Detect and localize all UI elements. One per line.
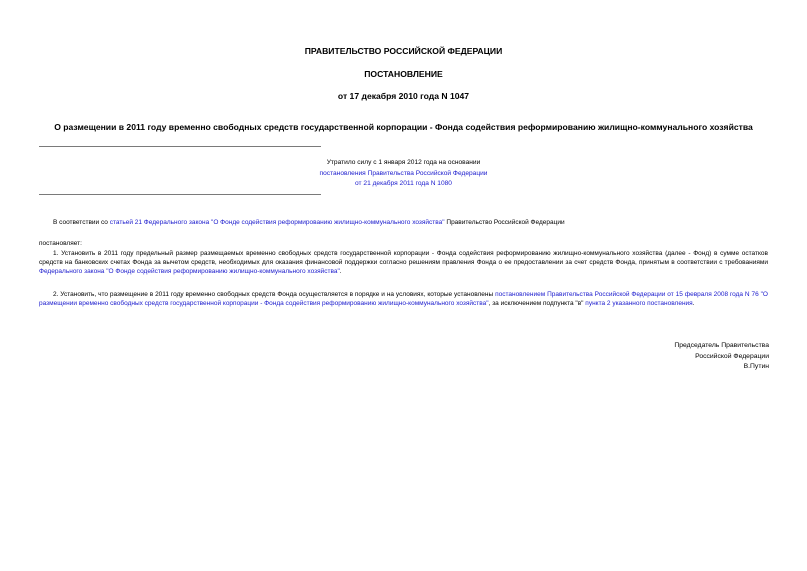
preamble-text-start: В соответствии со [53, 219, 110, 226]
paragraph-2-link[interactable]: пункта 2 указанного постановления [585, 300, 693, 308]
document-title: О размещении в 2011 году временно свободных средств государственной корпорации - Фонда содействия реформированию жилищно-коммунального хозяйства [54, 122, 753, 132]
preamble [53, 218, 565, 227]
repeal-resolution-date-link[interactable]: от 21 декабря 2011 года N 1080 [355, 180, 452, 187]
validity-note-text: Утратило силу с 1 января 2012 года на основании [326, 159, 481, 166]
article-21-law-link[interactable]: статьей 21 Федерального закона "О Фонде содействия реформированию жилищно-коммунального хозяйства" [109, 219, 445, 226]
signature-block [674, 341, 769, 373]
preamble-text-end: Правительство Российской Федерации [444, 219, 565, 226]
resolves-label: постановляет: [39, 240, 82, 247]
top-divider [39, 146, 321, 147]
item-2-end: . [692, 300, 695, 308]
government-heading: ПРАВИТЕЛЬСТВО РОССИЙСКОЙ ФЕДЕРАЦИИ [304, 46, 503, 56]
date-number-heading: от 17 декабря 2010 года N 1047 [337, 91, 470, 101]
item-2-paragraph [39, 290, 768, 308]
item-1-text: 1. Установить в 2011 году предельный размер размещаемых временно свободных средств государственной корпорации - Фонда содействия реформированию жилищно-коммунального хозяйства (далее - Фонд) в сумме остатков средств на банковских счетах Фонда за вычетом средств, необходимых для оказания финансовой поддержки согласно решениям правления Фонда о ее предоставлении за счет средств Фонда, принятым в соответствии с требованиями [39, 250, 768, 267]
signature-position-2: Российской Федерации [695, 352, 769, 360]
validity-note [0, 158, 807, 190]
item-1-end: . [339, 268, 342, 276]
resolution-76-link[interactable]: постановлением Правительства Российской Федерации от 15 февраля 2008 года N 76 "О размещении временно свободных средств государственной корпорации - Фонда содействия реформированию жилищно-коммунального хозяйства" [39, 291, 768, 308]
repeal-resolution-link[interactable]: постановления Правительства Российской Федерации [319, 169, 488, 177]
signature-name: В.Путин [743, 363, 769, 370]
document-type-heading: ПОСТАНОВЛЕНИЕ [364, 69, 443, 79]
signature-position: Председатель Правительства [674, 342, 769, 349]
item-1-paragraph [39, 249, 768, 276]
item-2-text: 2. Установить, что размещение в 2011 году временно свободных средств Фонда осуществляется в порядке и на условиях, которые установлены [53, 291, 496, 298]
bottom-divider [39, 194, 321, 195]
federal-law-link[interactable]: Федерального закона "О Фонде содействия реформированию жилищно-коммунального хозяйства" [39, 268, 340, 276]
item-2-middle: , за исключением подпункта "в" [488, 300, 586, 308]
